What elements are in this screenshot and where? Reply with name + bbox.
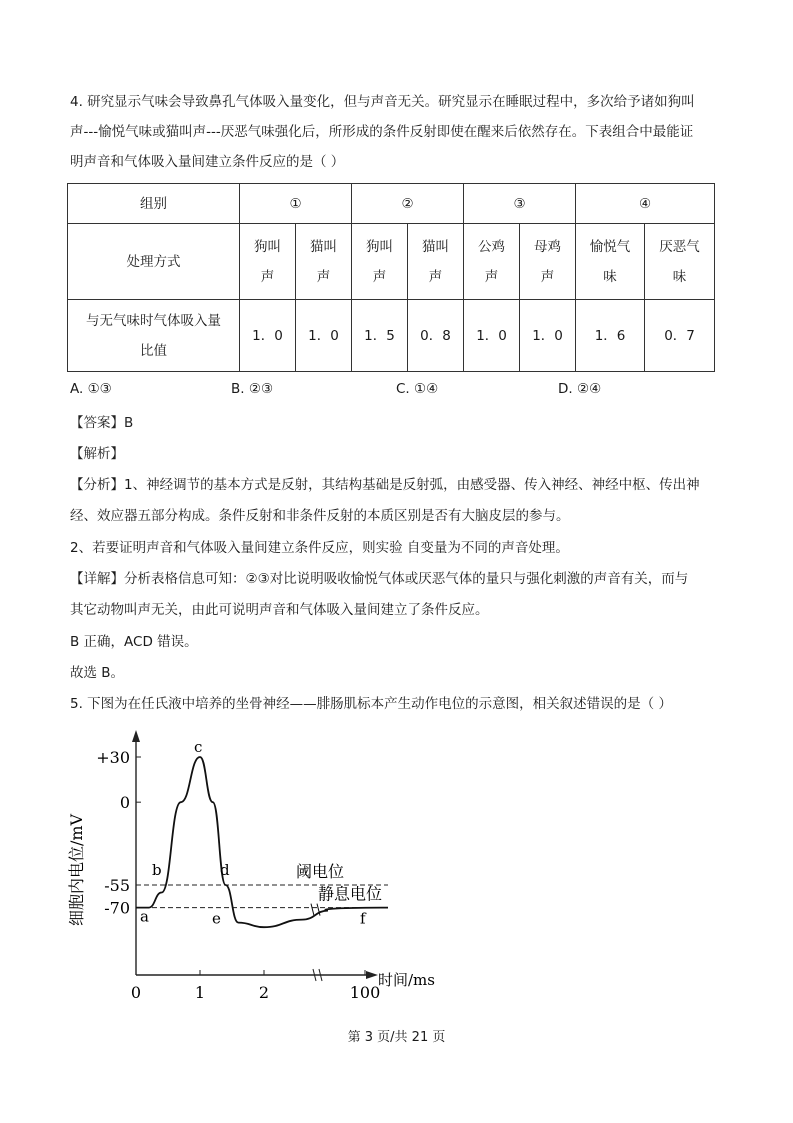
table-cell: 1．0 <box>520 300 576 372</box>
table-cell <box>520 224 576 300</box>
x-tick-label: 0 <box>130 983 142 1002</box>
analysis-tag: 【解析】 <box>70 446 124 462</box>
table-cell <box>576 224 645 300</box>
y-tick-label: -70 <box>104 898 130 918</box>
table-cell-text: 猫叫声 <box>310 238 337 285</box>
q4-data-table <box>67 183 715 372</box>
table-cell: 组别 <box>68 184 240 224</box>
table-cell: 1．0 <box>464 300 520 372</box>
table-cell <box>645 224 715 300</box>
membrane-potential-curve <box>136 757 328 927</box>
x-axis-title: 时间/ms <box>378 971 435 989</box>
q4-stem-line1: 4. 研究显示气味会导致鼻孔气体吸入量变化，但与声音无关。研究显示在睡眠过程中，多次给予诸如狗叫 <box>70 94 695 110</box>
option-b: B. ②③ <box>231 381 274 397</box>
threshold-label: 阈电位 <box>296 862 345 881</box>
y-axis-title: 细胞内电位/mV <box>67 813 86 927</box>
y-tick-label: -55 <box>104 876 130 895</box>
table-cell <box>408 224 464 300</box>
y-tick-label: 0 <box>119 793 130 813</box>
chart-plot-area <box>67 730 435 1002</box>
point-label-a: a <box>140 907 149 926</box>
table-cell: 1．0 <box>296 300 352 372</box>
analysis-line1: 【分析】1、神经调节的基本方式是反射，其结构基础是反射弧，由感受器、传入神经、神经中枢、传出神 <box>70 477 700 493</box>
table-cell: 1．5 <box>352 300 408 372</box>
table-cell-text: 猫叫声 <box>422 238 450 285</box>
answer-tag: 【答案】B <box>70 415 134 431</box>
table-cell <box>240 224 296 300</box>
x-tick-label: 2 <box>258 983 270 1002</box>
analysis-line2: 经、效应器五部分构成。条件反射和非条件反射的本质区别是否有大脑皮层的参与。 <box>70 508 570 524</box>
table-cell: ③ <box>464 184 576 224</box>
y-tick-label: +30 <box>96 748 130 767</box>
curve-break <box>311 904 314 916</box>
table-cell: 处理方式 <box>68 224 240 300</box>
table-cell-text: 狗叫声 <box>254 238 281 285</box>
detail-line1: 【详解】分析表格信息可知：②③对比说明吸收愉悦气体或厌恶气体的量只与强化刺激的声音有关，而与 <box>70 571 689 587</box>
x-tick-label: 1 <box>194 983 206 1002</box>
point-label-e: e <box>212 909 221 928</box>
x-tick-label: 100 <box>349 983 381 1002</box>
table-cell <box>296 224 352 300</box>
point-label-f: f <box>360 909 366 928</box>
table-cell: 1．0 <box>240 300 296 372</box>
conclusion-line: B 正确，ACD 错误。 <box>70 634 198 650</box>
analysis-line3: 2、若要证明声音和气体吸入量间建立条件反应，则实验 自变量为不同的声音处理。 <box>70 540 569 556</box>
point-label-d: d <box>220 861 230 879</box>
page-footer: 第 3 页/共 21 页 <box>347 1030 446 1045</box>
choice-line: 故选 B。 <box>70 665 125 681</box>
table-cell: 0．8 <box>408 300 464 372</box>
point-label-b: b <box>152 861 162 879</box>
table-row-group <box>68 184 715 224</box>
x-axis-arrow-icon <box>366 971 378 979</box>
q4-stem-line2: 声---愉悦气味或猫叫声---厌恶气味强化后，所形成的条件反射即使在醒来后依然存在。下表组合中最能证 <box>70 124 694 140</box>
table-cell <box>352 224 408 300</box>
table-cell-text: 母鸡声 <box>534 238 562 285</box>
table-cell-text: 与无气味时气体吸入量比值 <box>86 312 221 359</box>
table-cell: 0．7 <box>645 300 715 372</box>
option-d: D. ②④ <box>558 381 602 397</box>
membrane-potential-tail <box>325 908 388 911</box>
table-cell: ② <box>352 184 464 224</box>
table-cell: 1．6 <box>576 300 645 372</box>
resting-label: 静息电位 <box>318 884 383 904</box>
action-potential-chart <box>60 720 460 1010</box>
point-label-c: c <box>194 738 203 756</box>
table-cell-text: 愉悦气味 <box>589 238 631 285</box>
table-cell <box>464 224 520 300</box>
table-cell: ① <box>240 184 352 224</box>
table-cell-text: 厌恶气味 <box>659 238 700 285</box>
table-row-ratio <box>68 300 715 372</box>
table-cell: ④ <box>576 184 715 224</box>
y-axis-arrow-icon <box>132 730 140 742</box>
q5-stem: 5. 下图为在任氏液中培养的坐骨神经——腓肠肌标本产生动作电位的示意图，相关叙述错误的是（ ） <box>70 696 672 712</box>
q4-stem-line3: 明声音和气体吸入量间建立条件反应的是（ ） <box>70 154 345 170</box>
option-a: A. ①③ <box>70 381 112 397</box>
table-row-treatment <box>68 224 715 300</box>
table-cell-text: 公鸡声 <box>478 238 506 285</box>
option-c: C. ①④ <box>396 381 439 397</box>
table-cell-text: 狗叫声 <box>366 238 394 285</box>
detail-line2: 其它动物叫声无关，由此可说明声音和气体吸入量间建立了条件反应。 <box>70 602 489 618</box>
table-cell <box>68 300 240 372</box>
